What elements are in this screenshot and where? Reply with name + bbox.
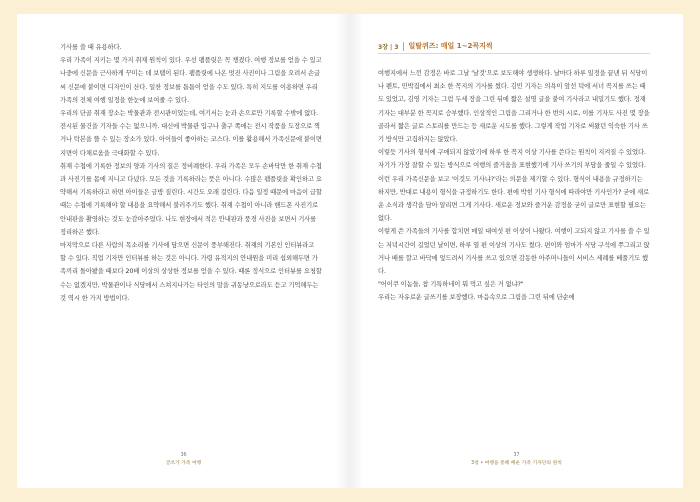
paragraph: 이렇게 쓴 가족들의 기사를 합치면 매일 대여섯 편 이상이 나왔다. 여행이 고되지 않고 기사를 쓸 수 있는 저녁시간이 길었던 날이면, 하루 열 편 이상의 기사도 썼다. 편이와 엄마가 식당 구석에 쭈그리고 앉거나 배를 깔고 바닥에 엎드려서 기사를 쓰고 있으면 감동한 아주머니들이 서비스 세례를 베풀기도 했다. [378,228,650,276]
left-body-text [60,41,322,305]
gutter-shadow [336,14,350,488]
paragraph: 이런 우리 가족신문을 보고 '이것도 기사냐?'라는 의문을 제기할 수 있다. 형식이 내용을 규정하기는 하지만, 반대로 내용이 형식을 규정하기도 한다. 편에 박힌 기사 형식에 따라야만 기사인가? 굳에 새로운 소식과 생각을 담아 알리면 그게 기사다. 새로운 정보와 즐거운 감정을 굳이 글로만 표현할 필요는 없다. [378,175,650,223]
paragraph: 기사를 쓸 때 유용하다. [60,44,122,51]
paragraph: 취재 수첩에 기록한 정보의 양과 기사의 질은 정비례한다. 우리 가족은 모두 손바닥만 한 취재 수첩과 사진기를 몸에 지니고 다녔다. 모든 것을 기록하라는 뜻은 아니다. 수많은 팸플릿을 확인하고 요약해서 기록하라고 하면 아이들은 금방 질린다. 시간도 오래 걸린다. 다음 일정 때문에 마음이 급할 때는 수첩에 기록해야 할 내용을 요약해서 불러주기도 했다. 취재 수첩이 아니라 핸드폰 사진기로 안내판을 촬영하는 것도 눈감아주었다. 나도 현장에서 적은 안내판과 풍경 사진을 보면서 기사를 정리하곤 했다. [60,162,322,236]
chapter-label: 3장 | 3 [378,42,404,51]
running-head: 3장 • 여행을 통해 배운 가족 기자단의 원칙 [471,461,562,466]
paragraph: 마지막으로 다른 사람의 목소리를 기사에 담으면 신문이 풍부해진다. 취재의 기본인 인터뷰라고 할 수 있다. 직업 기자만 인터뷰를 하는 것은 아니다. 가령 유적지의 안내원을 미리 섭외해두면 가족끼리 돌아봤을 때보다 20배 이상의 상상한 정보를 얻을 수 있다. 때론 정식으로 인터뷰를 요청할 수는 없겠지만, 박물관이나 식당에서 스쳐지나가는 타인의 말을 귀동냥으로라도 듣고 기억해두는 것 역시 한 가지 방법이다. [60,242,322,302]
gutter-shadow [350,14,364,488]
paragraph: 우리는 자유로운 글쓰기를 보장했다. 마음속으로 그림을 그린 뒤에 단순에 [378,294,575,302]
page-number: 36 [180,453,187,458]
paragraph: 이렇듯 기사의 형식에 구애되지 않았기에 하루 한 꼭지 이상 기사를 쓴다는 원칙이 지켜질 수 있었다. 자기가 가장 잘할 수 있는 방식으로 여행의 즐거움을 표현했기에 기사 쓰기의 부담을 줄일 수 있었다. [378,149,646,170]
right-folio [350,452,683,468]
right-body-text [378,67,650,305]
left-page [17,14,350,488]
paragraph: "어이쿠 이놈들, 참 기특하네이 뭐 먹고 싶은 거 없냐?" [378,281,524,289]
book-spread [17,14,683,488]
running-head: 글쓰기 가족 여행 [165,461,202,466]
page-number: 37 [513,453,520,458]
right-page [350,14,683,488]
chapter-header [378,39,650,54]
paragraph: 여행지에서 느낀 감정은 바로 그날 '날것'으로 보도해야 생생하다. 날마다 하루 일정을 끝낸 뒤 식당이나 펜트, 민박집에서 최소 한 꼭지의 기사를 썼다. 김민 기자는 의욕이 앞선 덕에 서너 꼭지를 쓰는 때도 있었고, 김영 기자는 그럼 두세 장을 그린 뒤에 짧은 설명 글을 붙여 기사라고 내밀기도 했다. 정재 기자는 대부분 한 꼭지로 승부했다. 인상적인 그림을 그리거나 한 번의 시로, 이를 기자도 사진 몇 장을 골라서 짧은 글로 스토리를 만드는 등 새로운 시도를 했다. 그렇게 작업 기자로 써왔던 익숙한 기사 쓰기 방식만 고집하지는 않았다. [378,70,650,144]
paragraph: 우리의 단골 취재 장소는 박물관과 전시관이었는데, 여기서는 눈과 손으로만 기록할 수밖에 없다. 전시된 물건을 기자들 수는 없으니까. 대신에 박물관 입구나 출구 쪽에는 전시 작품을 도장으로 찍거나 탁본을 뜰 수 있는 장소가 있다. 아이들이 좋아하는 코스다. 이를 활용해서 가족신문에 붙이면 지면이 다채로움을 극대화할 수 있다. [60,110,322,157]
paragraph: 우리 가족이 지키는 몇 가지 취재 원칙이 있다. 우선 팸플릿은 꼭 챙겼다. 여행 정보를 얻을 수 있고 나중에 신문을 근사하게 꾸미는 데 보탬이 된다. 팸플릿에 나온 멋진 사진이나 그림을 오려서 손글씨 신문에 붙이면 디자인이 산다. 일찬 정보를 틈틈이 얻을 수도 있다. 특히 지도를 이용하면 우리 가족의 전체 여행 일정을 한눈에 보여줄 수 있다. [60,57,322,104]
left-folio [17,452,350,468]
chapter-title: 일탈퀴즈: 매일 1~2꼭지씩 [408,42,493,50]
